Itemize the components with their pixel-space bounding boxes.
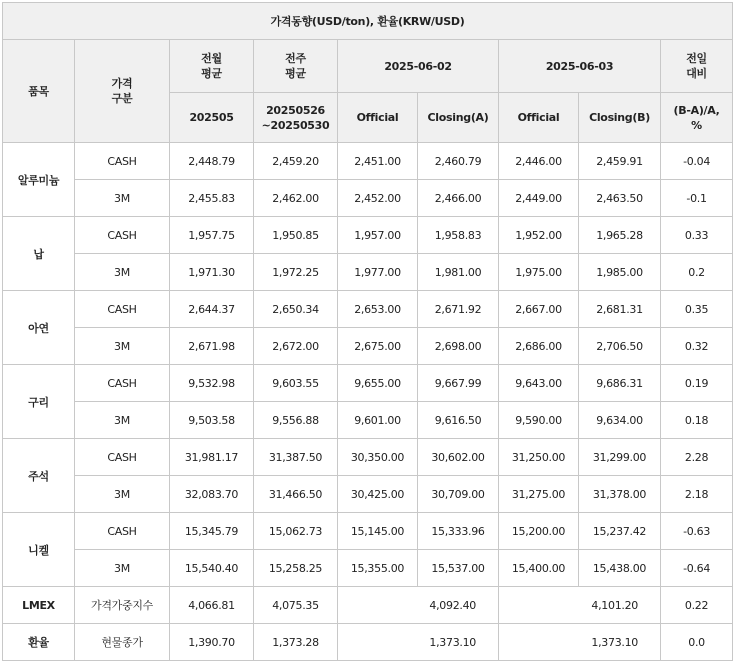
prev-month-value: 2,644.37	[170, 291, 254, 328]
table-row	[3, 513, 733, 550]
header-change: 전일 대비	[661, 40, 733, 93]
d2-closing-value: 4,101.20	[499, 587, 661, 624]
prev-week-value: 31,466.50	[254, 476, 338, 513]
prev-week-value: 15,258.25	[254, 550, 338, 587]
d2-official-value: 2,667.00	[499, 291, 579, 328]
table-row	[3, 217, 733, 254]
d2-official-value: 31,250.00	[499, 439, 579, 476]
price-type: CASH	[75, 439, 170, 476]
d1-official-value: 30,425.00	[338, 476, 418, 513]
d1-closing-value: 1,981.00	[418, 254, 499, 291]
d2-closing-value: 1,373.10	[499, 624, 661, 661]
d1-official-value: 1,977.00	[338, 254, 418, 291]
prev-week-value: 15,062.73	[254, 513, 338, 550]
d1-closing-value: 9,616.50	[418, 402, 499, 439]
d2-closing-value: 2,681.31	[579, 291, 661, 328]
table-row	[3, 180, 733, 217]
d1-closing-value: 9,667.99	[418, 365, 499, 402]
prev-week-value: 31,387.50	[254, 439, 338, 476]
d2-closing-value: 2,706.50	[579, 328, 661, 365]
table-row	[3, 254, 733, 291]
d2-closing-value: 31,378.00	[579, 476, 661, 513]
d1-official-value: 9,601.00	[338, 402, 418, 439]
change-value: -0.63	[661, 513, 733, 550]
change-value: 0.18	[661, 402, 733, 439]
d2-closing-value: 31,299.00	[579, 439, 661, 476]
prev-week-value: 1,972.25	[254, 254, 338, 291]
d1-closing-value: 2,460.79	[418, 143, 499, 180]
change-value: 0.22	[661, 587, 733, 624]
d1-official-value: 2,653.00	[338, 291, 418, 328]
d1-closing-value: 30,709.00	[418, 476, 499, 513]
table-row	[3, 328, 733, 365]
table-row	[3, 476, 733, 513]
d1-closing-value: 2,698.00	[418, 328, 499, 365]
d1-official-value: 30,350.00	[338, 439, 418, 476]
prev-month-value: 15,540.40	[170, 550, 254, 587]
d2-official-value: 1,975.00	[499, 254, 579, 291]
price-trend-table	[2, 2, 733, 661]
header-prev-month-period: 202505	[170, 93, 254, 143]
d1-closing-value: 4,092.40	[338, 587, 499, 624]
d1-official-value: 15,355.00	[338, 550, 418, 587]
price-type: CASH	[75, 217, 170, 254]
price-type: 3M	[75, 402, 170, 439]
prev-month-value: 2,671.98	[170, 328, 254, 365]
d1-official-value: 1,957.00	[338, 217, 418, 254]
d2-official-value: 9,590.00	[499, 402, 579, 439]
prev-week-value: 1,373.28	[254, 624, 338, 661]
table-row	[3, 439, 733, 476]
prev-week-value: 9,556.88	[254, 402, 338, 439]
d1-closing-value: 2,671.92	[418, 291, 499, 328]
table-row	[3, 624, 733, 661]
d1-closing-value: 1,958.83	[418, 217, 499, 254]
header-closing-a: Closing(A)	[418, 93, 499, 143]
d1-official-value: 9,655.00	[338, 365, 418, 402]
item-name: 납	[3, 217, 75, 291]
d2-closing-value: 1,965.28	[579, 217, 661, 254]
table-title: 가격동향(USD/ton), 환율(KRW/USD)	[3, 3, 733, 40]
header-item: 품목	[3, 40, 75, 143]
change-value: -0.04	[661, 143, 733, 180]
change-value: -0.64	[661, 550, 733, 587]
prev-month-value: 2,448.79	[170, 143, 254, 180]
header-prev-week-avg: 전주 평균	[254, 40, 338, 93]
header-prev-month-avg: 전월 평균	[170, 40, 254, 93]
prev-week-value: 2,462.00	[254, 180, 338, 217]
price-type: CASH	[75, 365, 170, 402]
price-type: 3M	[75, 254, 170, 291]
d2-official-value: 2,449.00	[499, 180, 579, 217]
d1-closing-value: 15,537.00	[418, 550, 499, 587]
prev-month-value: 1,957.75	[170, 217, 254, 254]
change-value: 0.2	[661, 254, 733, 291]
table-row	[3, 402, 733, 439]
prev-week-value: 2,459.20	[254, 143, 338, 180]
header-closing-b: Closing(B)	[579, 93, 661, 143]
price-type: 3M	[75, 180, 170, 217]
prev-week-value: 2,650.34	[254, 291, 338, 328]
d2-official-value: 31,275.00	[499, 476, 579, 513]
item-name: 알루미늄	[3, 143, 75, 217]
price-type: CASH	[75, 143, 170, 180]
d1-official-value: 2,452.00	[338, 180, 418, 217]
change-value: 2.28	[661, 439, 733, 476]
item-name: 주석	[3, 439, 75, 513]
price-type: 현물종가	[75, 624, 170, 661]
d1-closing-value: 15,333.96	[418, 513, 499, 550]
d1-closing-value: 1,373.10	[338, 624, 499, 661]
d2-closing-value: 2,463.50	[579, 180, 661, 217]
prev-month-value: 9,503.58	[170, 402, 254, 439]
prev-month-value: 32,083.70	[170, 476, 254, 513]
prev-week-value: 9,603.55	[254, 365, 338, 402]
d2-official-value: 2,686.00	[499, 328, 579, 365]
prev-week-value: 2,672.00	[254, 328, 338, 365]
change-value: 0.35	[661, 291, 733, 328]
d2-closing-value: 9,634.00	[579, 402, 661, 439]
change-value: -0.1	[661, 180, 733, 217]
d2-closing-value: 2,459.91	[579, 143, 661, 180]
d1-closing-value: 30,602.00	[418, 439, 499, 476]
header-official-1: Official	[338, 93, 418, 143]
d2-official-value: 15,200.00	[499, 513, 579, 550]
item-name: LMEX	[3, 587, 75, 624]
d2-closing-value: 15,438.00	[579, 550, 661, 587]
table-row	[3, 291, 733, 328]
d1-closing-value: 2,466.00	[418, 180, 499, 217]
d2-closing-value: 15,237.42	[579, 513, 661, 550]
change-value: 2.18	[661, 476, 733, 513]
table-row	[3, 365, 733, 402]
price-type: 3M	[75, 328, 170, 365]
header-date2: 2025-06-03	[499, 40, 661, 93]
d2-official-value: 9,643.00	[499, 365, 579, 402]
header-official-2: Official	[499, 93, 579, 143]
price-type: 가격가중지수	[75, 587, 170, 624]
prev-month-value: 15,345.79	[170, 513, 254, 550]
d2-official-value: 2,446.00	[499, 143, 579, 180]
d1-official-value: 2,451.00	[338, 143, 418, 180]
price-type: CASH	[75, 513, 170, 550]
prev-week-value: 4,075.35	[254, 587, 338, 624]
change-value: 0.19	[661, 365, 733, 402]
price-type: 3M	[75, 550, 170, 587]
change-value: 0.0	[661, 624, 733, 661]
d1-official-value: 2,675.00	[338, 328, 418, 365]
table-row	[3, 550, 733, 587]
item-name: 니켈	[3, 513, 75, 587]
price-type: CASH	[75, 291, 170, 328]
d2-official-value: 1,952.00	[499, 217, 579, 254]
prev-week-value: 1,950.85	[254, 217, 338, 254]
d2-official-value: 15,400.00	[499, 550, 579, 587]
change-value: 0.33	[661, 217, 733, 254]
prev-month-value: 1,390.70	[170, 624, 254, 661]
table-row	[3, 587, 733, 624]
item-name: 구리	[3, 365, 75, 439]
prev-month-value: 1,971.30	[170, 254, 254, 291]
prev-month-value: 9,532.98	[170, 365, 254, 402]
d1-official-value: 15,145.00	[338, 513, 418, 550]
header-change-formula: (B-A)/A, %	[661, 93, 733, 143]
d2-closing-value: 9,686.31	[579, 365, 661, 402]
header-date1: 2025-06-02	[338, 40, 499, 93]
prev-month-value: 2,455.83	[170, 180, 254, 217]
price-type: 3M	[75, 476, 170, 513]
d2-closing-value: 1,985.00	[579, 254, 661, 291]
item-name: 아연	[3, 291, 75, 365]
header-price-type: 가격 구분	[75, 40, 170, 143]
header-prev-week-period: 20250526 ~20250530	[254, 93, 338, 143]
item-name: 환율	[3, 624, 75, 661]
table-row	[3, 143, 733, 180]
prev-month-value: 31,981.17	[170, 439, 254, 476]
prev-month-value: 4,066.81	[170, 587, 254, 624]
change-value: 0.32	[661, 328, 733, 365]
